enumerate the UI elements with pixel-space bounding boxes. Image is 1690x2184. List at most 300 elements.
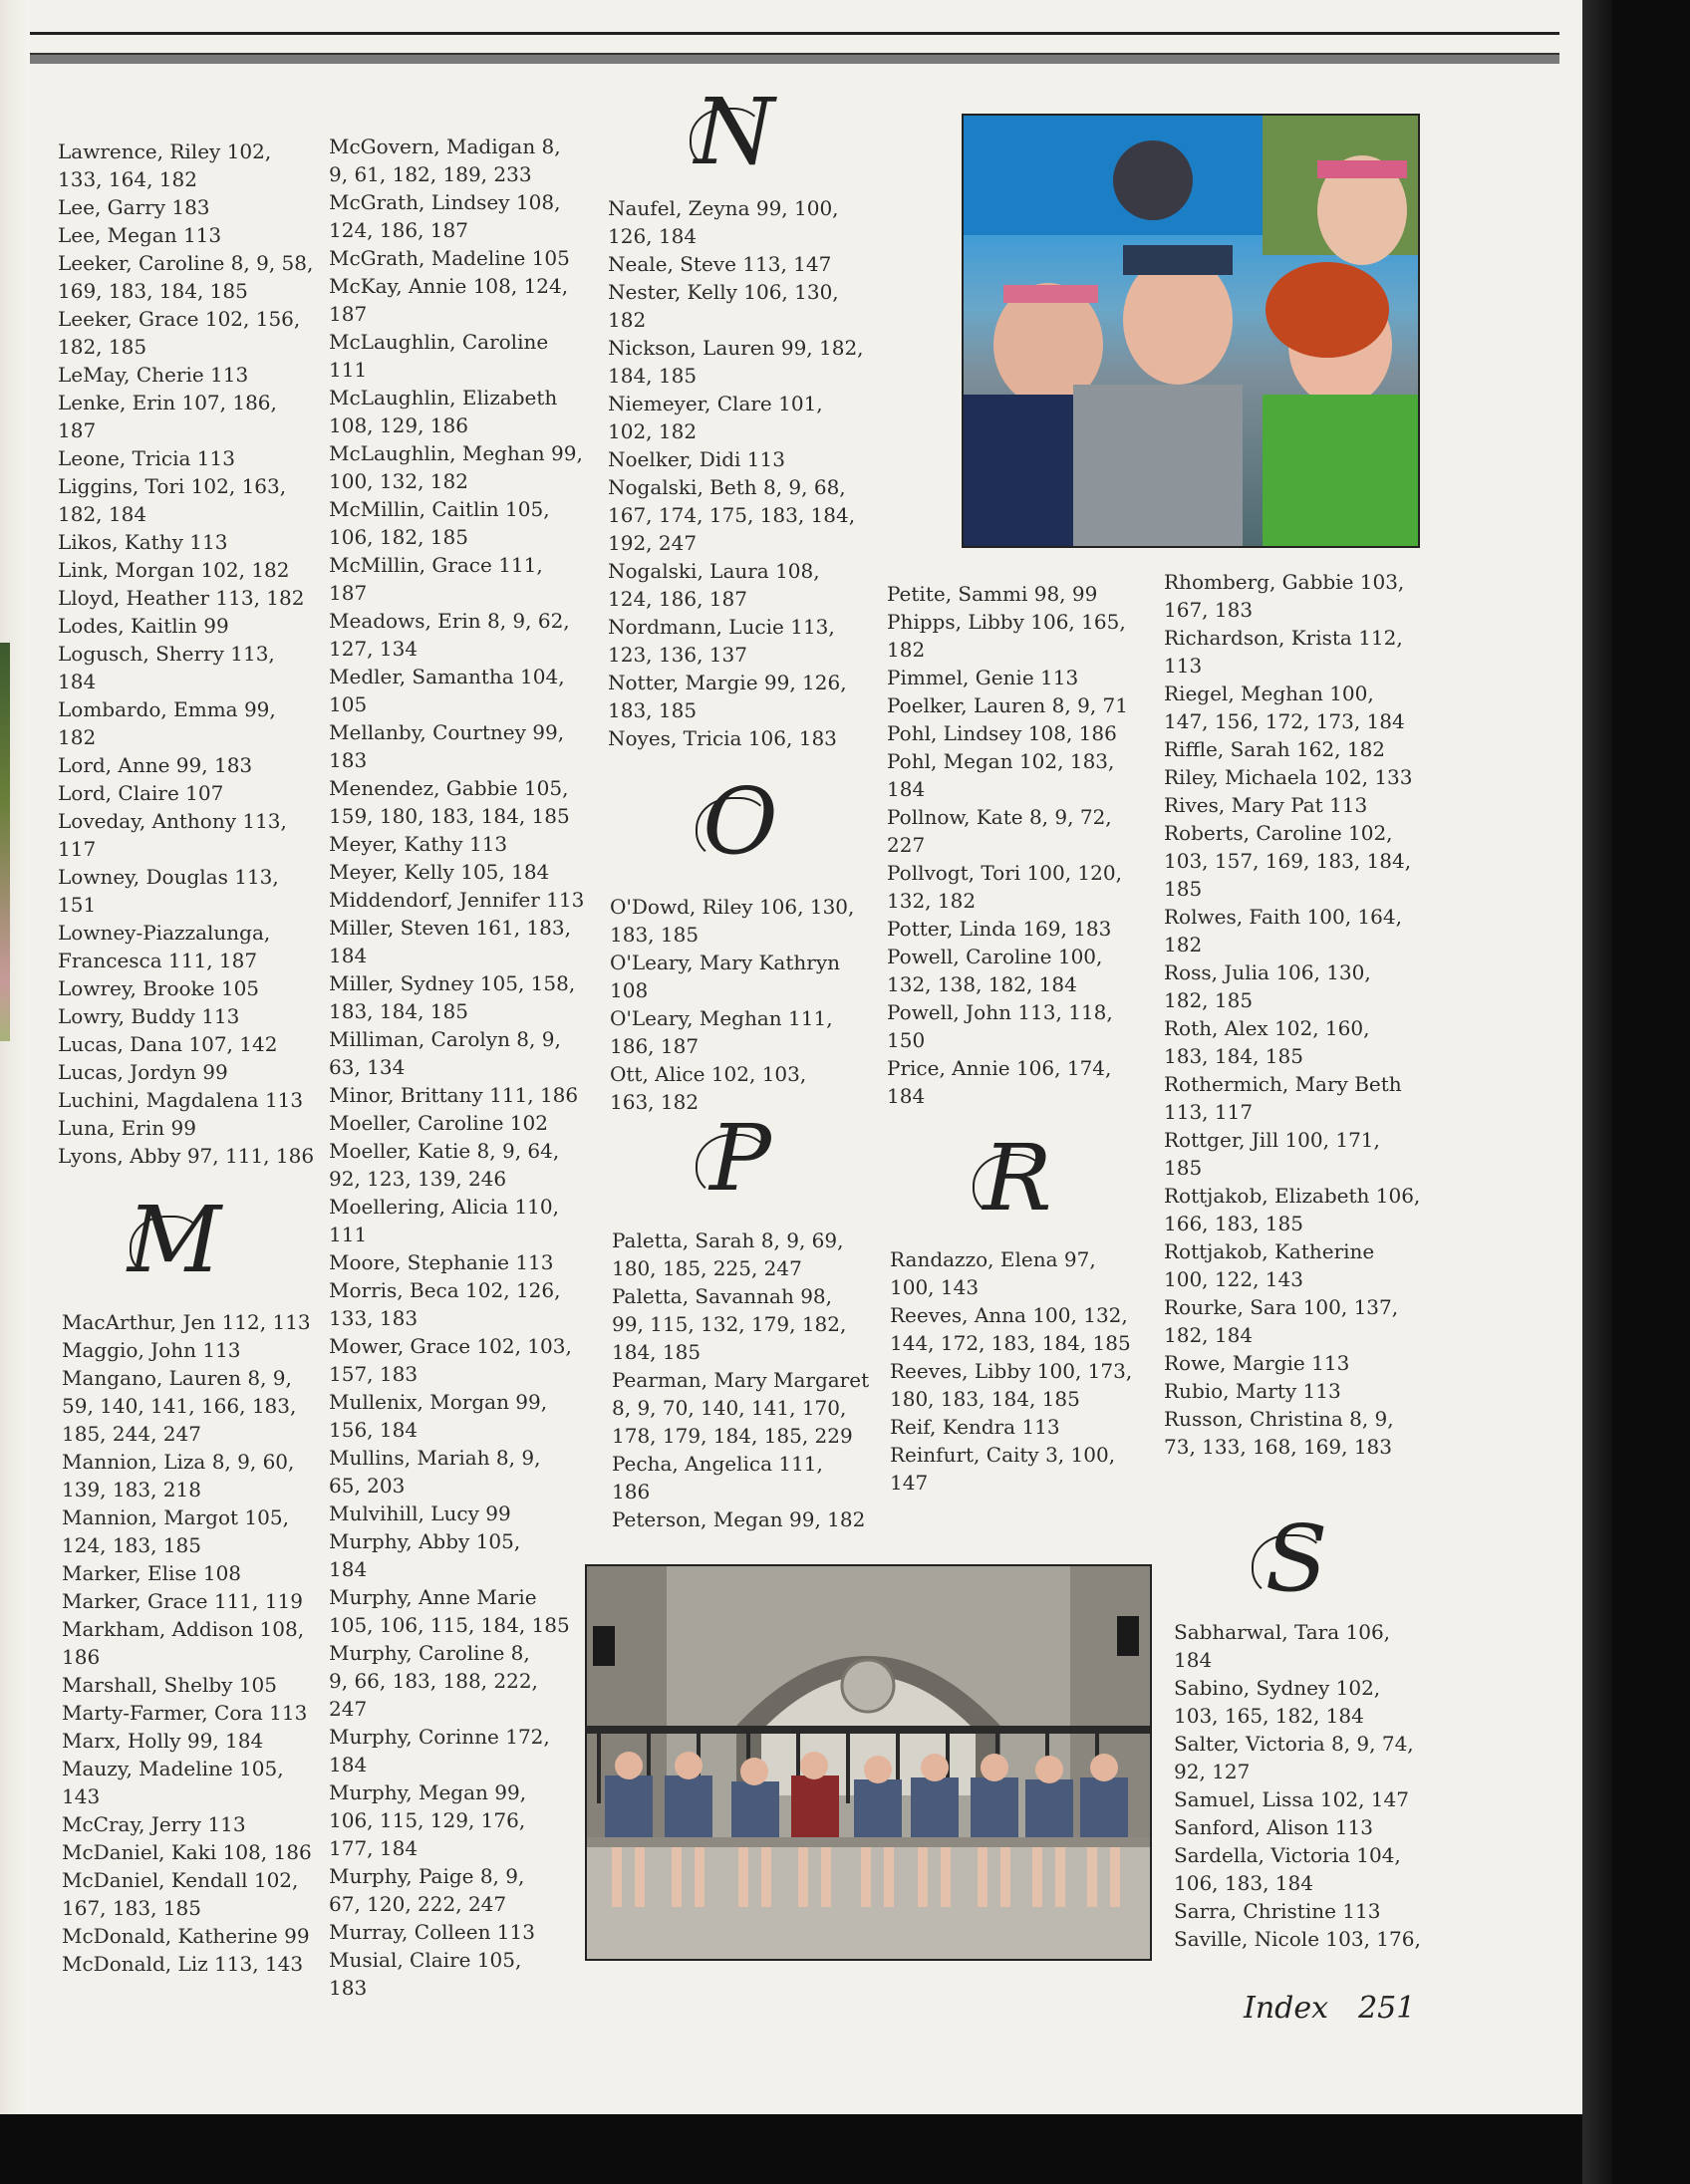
- index-entry: [329, 272, 588, 328]
- index-entry: [58, 528, 317, 556]
- index-entry: [612, 1505, 871, 1533]
- index-entry-line: Logusch, Sherry 113, 184: [58, 642, 275, 693]
- index-entry-line: 186, 187: [610, 1034, 700, 1058]
- index-entry-line: 147, 156, 172, 173, 184: [1164, 709, 1405, 733]
- index-entry-line: 184, 185: [612, 1340, 702, 1364]
- index-entry: [58, 305, 317, 361]
- index-entry-line: Russon, Christina 8, 9,: [1164, 1407, 1394, 1431]
- index-entry: [608, 724, 867, 752]
- index-entry-line: Mannion, Liza 8, 9, 60,: [62, 1450, 295, 1474]
- index-entry-line: Murray, Colleen 113: [329, 1920, 535, 1944]
- section-letter-s: S: [1242, 1504, 1351, 1614]
- index-entry: [58, 919, 317, 974]
- index-entry-line: Nogalski, Laura 108,: [608, 559, 820, 583]
- index-entry: [1164, 1349, 1423, 1377]
- index-entry-line: Miller, Steven 161, 183,: [329, 916, 571, 940]
- index-entry: [608, 250, 867, 278]
- index-entry-line: Rourke, Sara 100, 137,: [1164, 1295, 1399, 1319]
- index-entry: [62, 1559, 321, 1587]
- index-entry: [329, 774, 588, 830]
- index-entry: [329, 858, 588, 886]
- index-entry-line: McMillin, Caitlin 105,: [329, 497, 550, 521]
- index-entry-line: 159, 180, 183, 184, 185: [329, 804, 570, 828]
- index-entry: [610, 1004, 869, 1060]
- index-entry: [610, 893, 869, 949]
- index-column-r-cont: [1164, 568, 1423, 1461]
- index-entry-line: Loveday, Anthony 113,: [58, 809, 287, 833]
- index-entry-line: Rives, Mary Pat 113: [1164, 793, 1368, 817]
- index-entry-line: McLaughlin, Caroline: [329, 330, 549, 354]
- index-entry-line: Murphy, Megan 99,: [329, 1780, 527, 1804]
- index-entry: [890, 1441, 1149, 1497]
- index-entry-line: 117: [58, 837, 97, 861]
- index-entry: [1174, 1785, 1433, 1813]
- index-entry: [58, 612, 317, 640]
- index-entry-line: Poelker, Lauren 8, 9, 71: [887, 693, 1129, 717]
- index-entry-line: Liggins, Tori 102, 163,: [58, 474, 287, 498]
- index-entry: [1164, 791, 1423, 819]
- index-entry-line: 182, 184: [58, 502, 147, 526]
- index-entry: [1164, 819, 1423, 903]
- students-photo-illustration: [964, 116, 1418, 546]
- section-letter-n: N: [680, 78, 789, 187]
- index-entry: [887, 803, 1146, 859]
- index-entry: [58, 361, 317, 389]
- index-entry: [608, 557, 867, 613]
- section-letter-r: R: [963, 1124, 1072, 1233]
- index-column-p: [612, 1227, 871, 1533]
- index-entry: [58, 1086, 317, 1114]
- index-entry: [329, 1918, 588, 1946]
- index-entry-line: 100, 132, 182: [329, 469, 468, 493]
- index-entry: [1164, 958, 1423, 1014]
- index-entry-line: Likos, Kathy 113: [58, 530, 228, 554]
- index-entry-line: 183, 185: [608, 698, 698, 722]
- index-entry: [62, 1922, 321, 1950]
- index-entry-line: 151: [58, 893, 97, 917]
- index-entry: [887, 580, 1146, 608]
- index-entry-line: 67, 120, 222, 247: [329, 1892, 507, 1916]
- index-entry-line: Nogalski, Beth 8, 9, 68,: [608, 475, 846, 499]
- index-entry-line: Lee, Megan 113: [58, 223, 222, 247]
- page-number: 251: [1358, 1991, 1416, 2026]
- index-entry-line: Sabino, Sydney 102,: [1174, 1676, 1381, 1700]
- index-column-p-cont: [887, 580, 1146, 1110]
- index-entry-line: Lenke, Erin 107, 186,: [58, 391, 277, 414]
- index-entry: [1164, 1237, 1423, 1293]
- index-entry-line: Reif, Kendra 113: [890, 1415, 1060, 1439]
- index-entry-line: 180, 183, 184, 185: [890, 1387, 1080, 1411]
- index-entry-line: Petite, Sammi 98, 99: [887, 582, 1098, 606]
- index-entry-line: Pearman, Mary Margaret: [612, 1368, 870, 1392]
- index-entry: [1164, 1405, 1423, 1461]
- index-entry-line: 63, 134: [329, 1055, 406, 1079]
- index-entry-line: Lucas, Dana 107, 142: [58, 1032, 278, 1056]
- index-entry-line: Lucas, Jordyn 99: [58, 1060, 228, 1084]
- index-entry-line: 132, 182: [887, 889, 977, 913]
- index-entry-line: Francesca 111, 187: [58, 949, 258, 972]
- index-entry-line: Rottjakob, Katherine: [1164, 1239, 1375, 1263]
- index-entry: [62, 1308, 321, 1336]
- index-entry: [62, 1755, 321, 1810]
- index-entry: [890, 1245, 1149, 1301]
- index-entry-line: 182: [887, 638, 926, 662]
- index-entry-line: MacArthur, Jen 112, 113: [62, 1310, 311, 1334]
- index-entry: [58, 1030, 317, 1058]
- index-entry-line: Moeller, Caroline 102: [329, 1111, 548, 1135]
- index-entry: [887, 943, 1146, 998]
- index-entry-line: Mangano, Lauren 8, 9,: [62, 1366, 292, 1390]
- index-entry: [1164, 1126, 1423, 1182]
- index-entry-line: Richardson, Krista 112,: [1164, 626, 1403, 650]
- index-entry-line: McGovern, Madigan 8,: [329, 135, 561, 158]
- index-entry: [887, 608, 1146, 664]
- index-entry: [608, 278, 867, 334]
- index-entry-line: 133, 183: [329, 1306, 419, 1330]
- footer-label: Index: [1244, 1991, 1329, 2026]
- index-entry-line: McKay, Annie 108, 124,: [329, 274, 569, 298]
- index-entry-line: 132, 138, 182, 184: [887, 972, 1077, 996]
- index-entry-line: Powell, Caroline 100,: [887, 945, 1103, 968]
- index-entry-line: Paletta, Savannah 98,: [612, 1284, 833, 1308]
- index-entry-line: Lawrence, Riley 102,: [58, 139, 272, 163]
- index-entry: [58, 1114, 317, 1142]
- index-entry-line: Samuel, Lissa 102, 147: [1174, 1787, 1409, 1811]
- index-entry-line: Riffle, Sarah 162, 182: [1164, 737, 1386, 761]
- index-entry: [58, 1002, 317, 1030]
- index-entry-line: 147: [890, 1471, 929, 1495]
- index-entry: [62, 1336, 321, 1364]
- index-entry: [1164, 1070, 1423, 1126]
- index-entry-line: Middendorf, Jennifer 113: [329, 888, 585, 912]
- index-entry-line: Rubio, Marty 113: [1164, 1379, 1341, 1403]
- index-entry: [1174, 1674, 1433, 1730]
- index-entry: [62, 1448, 321, 1503]
- index-entry: [329, 1639, 588, 1723]
- index-entry-line: Reeves, Anna 100, 132,: [890, 1303, 1128, 1327]
- index-entry: [329, 1193, 588, 1248]
- index-entry: [62, 1364, 321, 1448]
- index-entry-line: 184: [329, 944, 368, 967]
- index-entry-line: 182, 184: [1164, 1323, 1254, 1347]
- index-entry-line: McDonald, Liz 113, 143: [62, 1952, 304, 1976]
- index-entry: [58, 695, 317, 751]
- index-entry-line: 177, 184: [329, 1836, 419, 1860]
- facing-page-photo-edge: [0, 643, 10, 1041]
- index-entry-line: 92, 123, 139, 246: [329, 1167, 507, 1191]
- index-entry-line: 111: [329, 1223, 368, 1246]
- index-entry: [329, 1500, 588, 1527]
- index-entry: [329, 914, 588, 969]
- index-entry: [58, 779, 317, 807]
- index-entry: [887, 691, 1146, 719]
- index-entry-line: 106, 115, 129, 176,: [329, 1808, 526, 1832]
- index-entry-line: Luna, Erin 99: [58, 1116, 196, 1140]
- index-entry-line: Markham, Addison 108,: [62, 1617, 305, 1641]
- index-entry-line: Marty-Farmer, Cora 113: [62, 1701, 308, 1725]
- index-entry-line: 183, 184, 185: [1164, 1044, 1303, 1068]
- index-entry: [329, 1946, 588, 2002]
- index-entry: [58, 389, 317, 444]
- index-entry: [1164, 1182, 1423, 1237]
- index-entry-line: Marker, Grace 111, 119: [62, 1589, 303, 1613]
- index-entry-line: Meyer, Kelly 105, 184: [329, 860, 550, 884]
- index-entry: [329, 969, 588, 1025]
- index-entry-line: 182, 185: [58, 335, 147, 359]
- index-entry: [1174, 1897, 1433, 1925]
- index-entry-line: 184: [887, 1084, 926, 1108]
- index-entry: [608, 669, 867, 724]
- index-entry-line: Murphy, Corinne 172,: [329, 1725, 550, 1749]
- index-entry-line: Moellering, Alicia 110,: [329, 1195, 559, 1219]
- index-entry-line: 59, 140, 141, 166, 183,: [62, 1394, 297, 1418]
- index-entry: [329, 663, 588, 718]
- index-entry: [890, 1413, 1149, 1441]
- index-entry-line: Lowrey, Brooke 105: [58, 976, 260, 1000]
- index-entry: [608, 473, 867, 557]
- index-entry: [608, 194, 867, 250]
- index-entry-line: Mauzy, Madeline 105,: [62, 1757, 284, 1780]
- index-entry-line: 183, 184, 185: [329, 999, 468, 1023]
- index-entry: [329, 1332, 588, 1388]
- index-entry-line: Morris, Beca 102, 126,: [329, 1278, 561, 1302]
- index-entry: [62, 1503, 321, 1559]
- index-column-n: [608, 194, 867, 752]
- index-entry: [58, 863, 317, 919]
- index-entry-line: 65, 203: [329, 1474, 406, 1498]
- index-entry: [58, 193, 317, 221]
- index-entry: [612, 1450, 871, 1505]
- index-entry-line: Potter, Linda 169, 183: [887, 917, 1112, 941]
- index-entry-line: Rottger, Jill 100, 171,: [1164, 1128, 1380, 1152]
- index-entry-line: Ross, Julia 106, 130,: [1164, 960, 1371, 984]
- index-entry-line: Mullenix, Morgan 99,: [329, 1390, 548, 1414]
- index-entry: [329, 830, 588, 858]
- index-entry: [1164, 624, 1423, 680]
- index-entry-line: 143: [62, 1784, 101, 1808]
- index-entry-line: Murphy, Anne Marie: [329, 1585, 537, 1609]
- index-entry: [608, 445, 867, 473]
- index-entry: [887, 747, 1146, 803]
- index-entry-line: Lloyd, Heather 113, 182: [58, 586, 305, 610]
- index-entry: [62, 1615, 321, 1671]
- index-entry-line: LeMay, Cherie 113: [58, 363, 249, 387]
- index-entry-line: Nester, Kelly 106, 130,: [608, 280, 839, 304]
- index-entry: [62, 1699, 321, 1727]
- index-entry: [62, 1950, 321, 1978]
- index-entry-line: Reeves, Libby 100, 173,: [890, 1359, 1133, 1383]
- index-entry-line: 144, 172, 183, 184, 185: [890, 1331, 1131, 1355]
- index-entry-line: Rolwes, Faith 100, 164,: [1164, 905, 1402, 929]
- index-entry-line: Leeker, Grace 102, 156,: [58, 307, 301, 331]
- index-entry: [887, 664, 1146, 691]
- students-photo-bottom: [585, 1564, 1152, 1961]
- index-entry-line: Lyons, Abby 97, 111, 186: [58, 1144, 315, 1168]
- index-entry: [1164, 1293, 1423, 1349]
- index-entry-line: Niemeyer, Clare 101,: [608, 392, 823, 415]
- index-column-s: [1174, 1618, 1433, 1953]
- index-entry: [58, 974, 317, 1002]
- index-entry-line: 187: [329, 302, 368, 326]
- index-entry: [329, 1025, 588, 1081]
- index-entry-line: Maggio, John 113: [62, 1338, 241, 1362]
- index-entry: [1174, 1813, 1433, 1841]
- index-entry-line: 163, 182: [610, 1090, 700, 1114]
- index-entry: [62, 1866, 321, 1922]
- index-entry-line: 124, 183, 185: [62, 1533, 201, 1557]
- index-entry-line: Marker, Elise 108: [62, 1561, 242, 1585]
- index-entry: [329, 1444, 588, 1500]
- index-entry-line: 169, 183, 184, 185: [58, 279, 248, 303]
- index-entry-line: Lombardo, Emma 99,: [58, 697, 276, 721]
- index-entry: [58, 1142, 317, 1170]
- index-entry-line: Murphy, Abby 105,: [329, 1529, 521, 1553]
- index-entry: [58, 444, 317, 472]
- index-entry-line: 186: [62, 1645, 101, 1669]
- index-entry-line: Lodes, Kaitlin 99: [58, 614, 229, 638]
- index-entry-line: 156, 184: [329, 1418, 419, 1442]
- section-letter-o: O: [686, 767, 795, 877]
- index-entry: [329, 328, 588, 384]
- index-entry-line: Milliman, Carolyn 8, 9,: [329, 1027, 561, 1051]
- index-entry: [329, 384, 588, 439]
- index-entry-line: McGrath, Lindsey 108,: [329, 190, 561, 214]
- index-entry-line: 182, 185: [1164, 988, 1254, 1012]
- index-entry-line: 100, 143: [890, 1275, 980, 1299]
- index-entry-line: 183: [329, 748, 368, 772]
- index-entry: [887, 719, 1146, 747]
- index-entry-line: Randazzo, Elena 97,: [890, 1247, 1096, 1271]
- index-entry-line: Mellanby, Courtney 99,: [329, 720, 565, 744]
- index-entry: [887, 998, 1146, 1054]
- index-entry: [329, 1527, 588, 1583]
- index-entry: [329, 495, 588, 551]
- index-entry-line: Leeker, Caroline 8, 9, 58,: [58, 251, 314, 275]
- index-entry: [329, 1137, 588, 1193]
- index-entry-line: Lowney, Douglas 113,: [58, 865, 279, 889]
- index-entry-line: McLaughlin, Elizabeth: [329, 386, 558, 410]
- index-entry-line: Marshall, Shelby 105: [62, 1673, 277, 1697]
- index-entry-line: 99, 115, 132, 179, 182,: [612, 1312, 847, 1336]
- index-entry-line: Rhomberg, Gabbie 103,: [1164, 570, 1405, 594]
- index-entry-line: 127, 134: [329, 637, 419, 661]
- index-entry-line: 102, 182: [608, 419, 698, 443]
- index-entry: [329, 1778, 588, 1862]
- index-entry-line: Miller, Sydney 105, 158,: [329, 971, 576, 995]
- index-entry: [58, 640, 317, 695]
- index-column-l: [58, 137, 317, 1170]
- index-entry-line: Nordmann, Lucie 113,: [608, 615, 835, 639]
- index-entry-line: Pecha, Angelica 111,: [612, 1452, 823, 1476]
- index-entry-line: Sabharwal, Tara 106,: [1174, 1620, 1391, 1644]
- index-entry-line: Saville, Nicole 103, 176,: [1174, 1927, 1421, 1951]
- index-entry: [1164, 1014, 1423, 1070]
- index-entry-line: Murphy, Paige 8, 9,: [329, 1864, 525, 1888]
- index-entry-line: Salter, Victoria 8, 9, 74,: [1174, 1732, 1414, 1756]
- index-entry-line: Noelker, Didi 113: [608, 447, 785, 471]
- index-entry-line: 192, 247: [608, 531, 698, 555]
- index-entry-line: 111: [329, 358, 368, 382]
- header-rule-thin: [30, 32, 1559, 35]
- index-entry-line: 184: [887, 777, 926, 801]
- index-entry: [887, 859, 1146, 915]
- index-entry-line: Mulvihill, Lucy 99: [329, 1502, 511, 1525]
- index-entry-line: 139, 183, 218: [62, 1478, 201, 1502]
- index-entry: [62, 1727, 321, 1755]
- index-entry: [608, 390, 867, 445]
- index-entry-line: McDonald, Katherine 99: [62, 1924, 310, 1948]
- index-entry-line: 9, 66, 183, 188, 222,: [329, 1669, 538, 1693]
- index-entry-line: McDaniel, Kendall 102,: [62, 1868, 299, 1892]
- index-entry: [62, 1587, 321, 1615]
- index-entry: [329, 188, 588, 244]
- index-entry: [329, 1276, 588, 1332]
- index-entry-line: Menendez, Gabbie 105,: [329, 776, 569, 800]
- index-entry-line: 9, 61, 182, 189, 233: [329, 162, 532, 186]
- index-entry: [329, 607, 588, 663]
- index-entry: [1174, 1618, 1433, 1674]
- index-entry-line: Rottjakob, Elizabeth 106,: [1164, 1184, 1421, 1208]
- index-column-m-start: [62, 1308, 321, 1978]
- index-entry-line: Lord, Anne 99, 183: [58, 753, 253, 777]
- index-entry: [329, 1723, 588, 1778]
- index-entry-line: Rowe, Margie 113: [1164, 1351, 1350, 1375]
- index-entry-line: 108: [610, 978, 649, 1002]
- index-entry-line: Pollvogt, Tori 100, 120,: [887, 861, 1122, 885]
- index-entry-line: Lee, Garry 183: [58, 195, 210, 219]
- index-entry-line: Noyes, Tricia 106, 183: [608, 726, 837, 750]
- index-entry-line: Moore, Stephanie 113: [329, 1250, 554, 1274]
- index-entry-line: Reinfurt, Caity 3, 100,: [890, 1443, 1116, 1467]
- index-entry-line: 185: [1164, 877, 1203, 901]
- index-entry-line: Medler, Samantha 104,: [329, 665, 565, 688]
- index-entry-line: 106, 182, 185: [329, 525, 468, 549]
- index-entry-line: Mullins, Mariah 8, 9,: [329, 1446, 541, 1470]
- index-entry-line: 157, 183: [329, 1362, 419, 1386]
- index-entry-line: 184: [329, 1557, 368, 1581]
- index-entry-line: 183, 185: [610, 923, 700, 947]
- index-entry-line: Rothermich, Mary Beth: [1164, 1072, 1402, 1096]
- index-entry-line: 178, 179, 184, 185, 229: [612, 1424, 853, 1448]
- index-entry-line: 182: [58, 725, 97, 749]
- index-entry-line: Sarra, Christine 113: [1174, 1899, 1381, 1923]
- index-entry-line: Pohl, Megan 102, 183,: [887, 749, 1115, 773]
- page-footer: [1244, 1991, 1415, 2031]
- index-entry-line: 73, 133, 168, 169, 183: [1164, 1435, 1393, 1459]
- index-entry: [329, 1388, 588, 1444]
- index-entry-line: Neale, Steve 113, 147: [608, 252, 832, 276]
- index-entry-line: Murphy, Caroline 8,: [329, 1641, 530, 1665]
- index-entry-line: 113: [1164, 654, 1203, 678]
- index-column-m: [329, 133, 588, 2002]
- index-entry: [887, 1054, 1146, 1110]
- index-entry-line: 167, 183, 185: [62, 1896, 201, 1920]
- index-entry: [58, 472, 317, 528]
- index-entry-line: Meyer, Kathy 113: [329, 832, 508, 856]
- index-entry: [1174, 1730, 1433, 1785]
- index-entry: [1164, 763, 1423, 791]
- index-entry-line: 113, 117: [1164, 1100, 1254, 1124]
- index-entry-line: 182: [608, 308, 647, 332]
- index-entry: [329, 886, 588, 914]
- index-entry-line: 92, 127: [1174, 1760, 1251, 1783]
- index-entry-line: 184: [329, 1753, 368, 1776]
- index-entry: [329, 439, 588, 495]
- book-spine-shadow: [1582, 0, 1612, 2184]
- index-entry-line: 247: [329, 1697, 368, 1721]
- index-entry: [58, 137, 317, 193]
- index-entry-line: Peterson, Megan 99, 182: [612, 1507, 866, 1531]
